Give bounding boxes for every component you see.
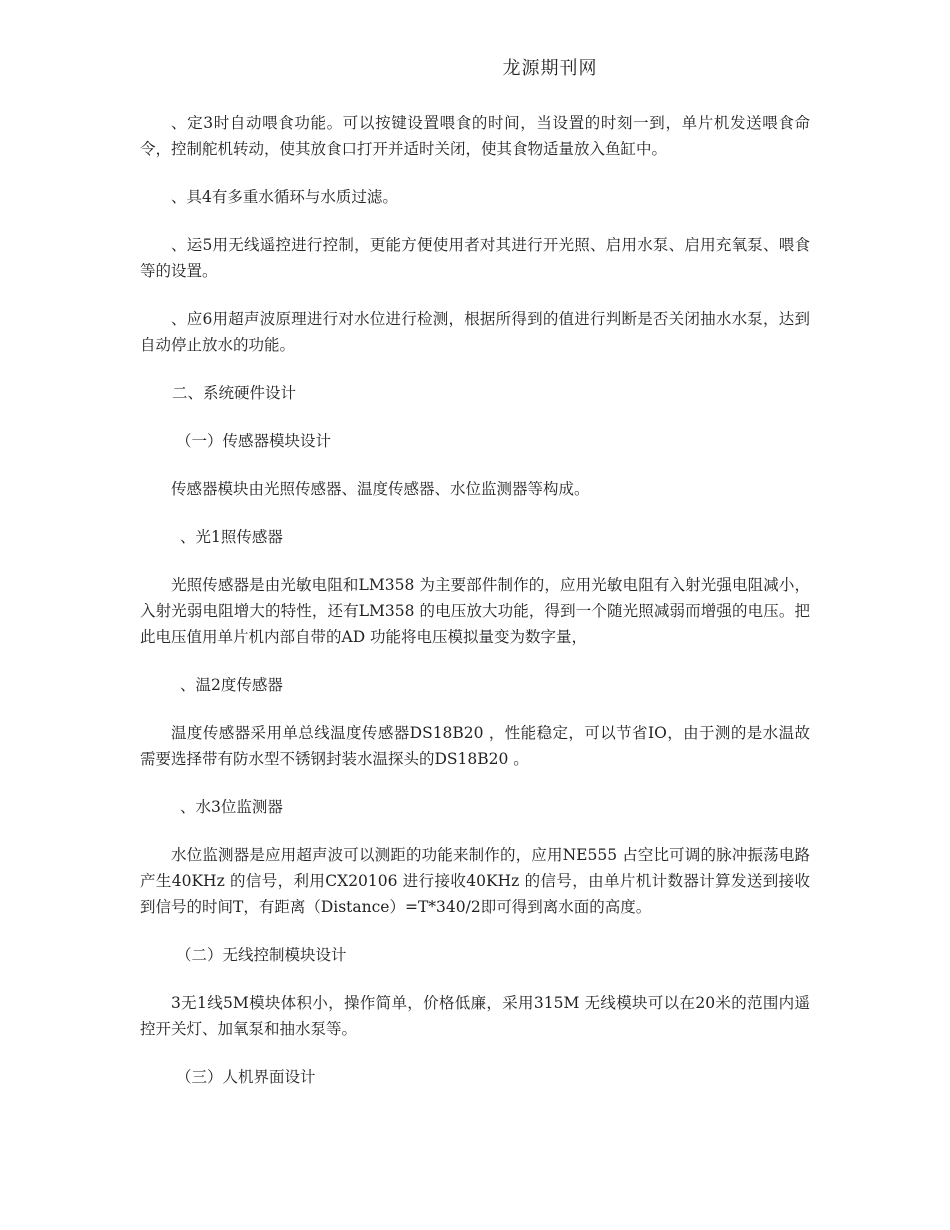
- subsection-2-heading: （二）无线控制模块设计: [176, 946, 347, 964]
- light-sensor-heading: 、光1照传感器: [180, 528, 283, 546]
- document-body: [140, 110, 810, 1112]
- section-2-heading: 二、系统硬件设计: [172, 384, 297, 402]
- subsection-3-heading: （三）人机界面设计: [176, 1068, 316, 1086]
- water-level-heading: 、水3位监测器: [180, 798, 283, 816]
- feature-item-5: 、运5用无线遥控进行控制，更能方便使用者对其进行开光照、启用水泵、启用充氧泵、喂食等的设置。: [140, 236, 810, 280]
- subsection-1-intro: 传感器模块由光照传感器、温度传感器、水位监测器等构成。: [171, 480, 590, 498]
- temperature-sensor-body: 温度传感器采用单总线温度传感器DS18B20 ，性能稳定，可以节省IO，由于测的是水温故需要选择带有防水型不锈钢封装水温探头的DS18B20 。: [140, 724, 810, 768]
- subsection-1-heading: （一）传感器模块设计: [176, 432, 332, 450]
- feature-item-3: 、定3时自动喂食功能。可以按键设置喂食的时间，当设置的时刻一到，单片机发送喂食命令，控制舵机转动，使其放食口打开并适时关闭，使其食物适量放入鱼缸中。: [140, 114, 810, 158]
- feature-item-6: 、应6用超声波原理进行对水位进行检测，根据所得到的值进行判断是否关闭抽水水泵，达到自动停止放水的功能。: [140, 310, 810, 354]
- journal-site-header: 龙源期刊网: [502, 58, 598, 79]
- feature-item-4: 、具4有多重水循环与水质过滤。: [171, 188, 398, 206]
- temperature-sensor-heading: 、温2度传感器: [180, 676, 283, 694]
- subsection-2-body: 3无1线5M模块体积小，操作简单，价格低廉，采用315M 无线模块可以在20米的范围内遥控开关灯、加氧泵和抽水泵等。: [140, 994, 810, 1038]
- light-sensor-body: 光照传感器是由光敏电阻和LM358 为主要部件制作的，应用光敏电阻有入射光强电阻减小，入射光弱电阻增大的特性，还有LM358 的电压放大功能，得到一个随光照减弱而增强的电压。把此电压值用单片机内部自带的AD 功能将电压模拟量变为数字量，: [140, 576, 810, 646]
- water-level-body: 水位监测器是应用超声波可以测距的功能来制作的，应用NE555 占空比可调的脉冲振荡电路产生40KHz 的信号，利用CX20106 进行接收40KHz 的信号，由单片机计数器计算发送到接收到信号的时间T，有距离（Distance）=T*340/2即可得到离水面的高度。: [140, 846, 810, 916]
